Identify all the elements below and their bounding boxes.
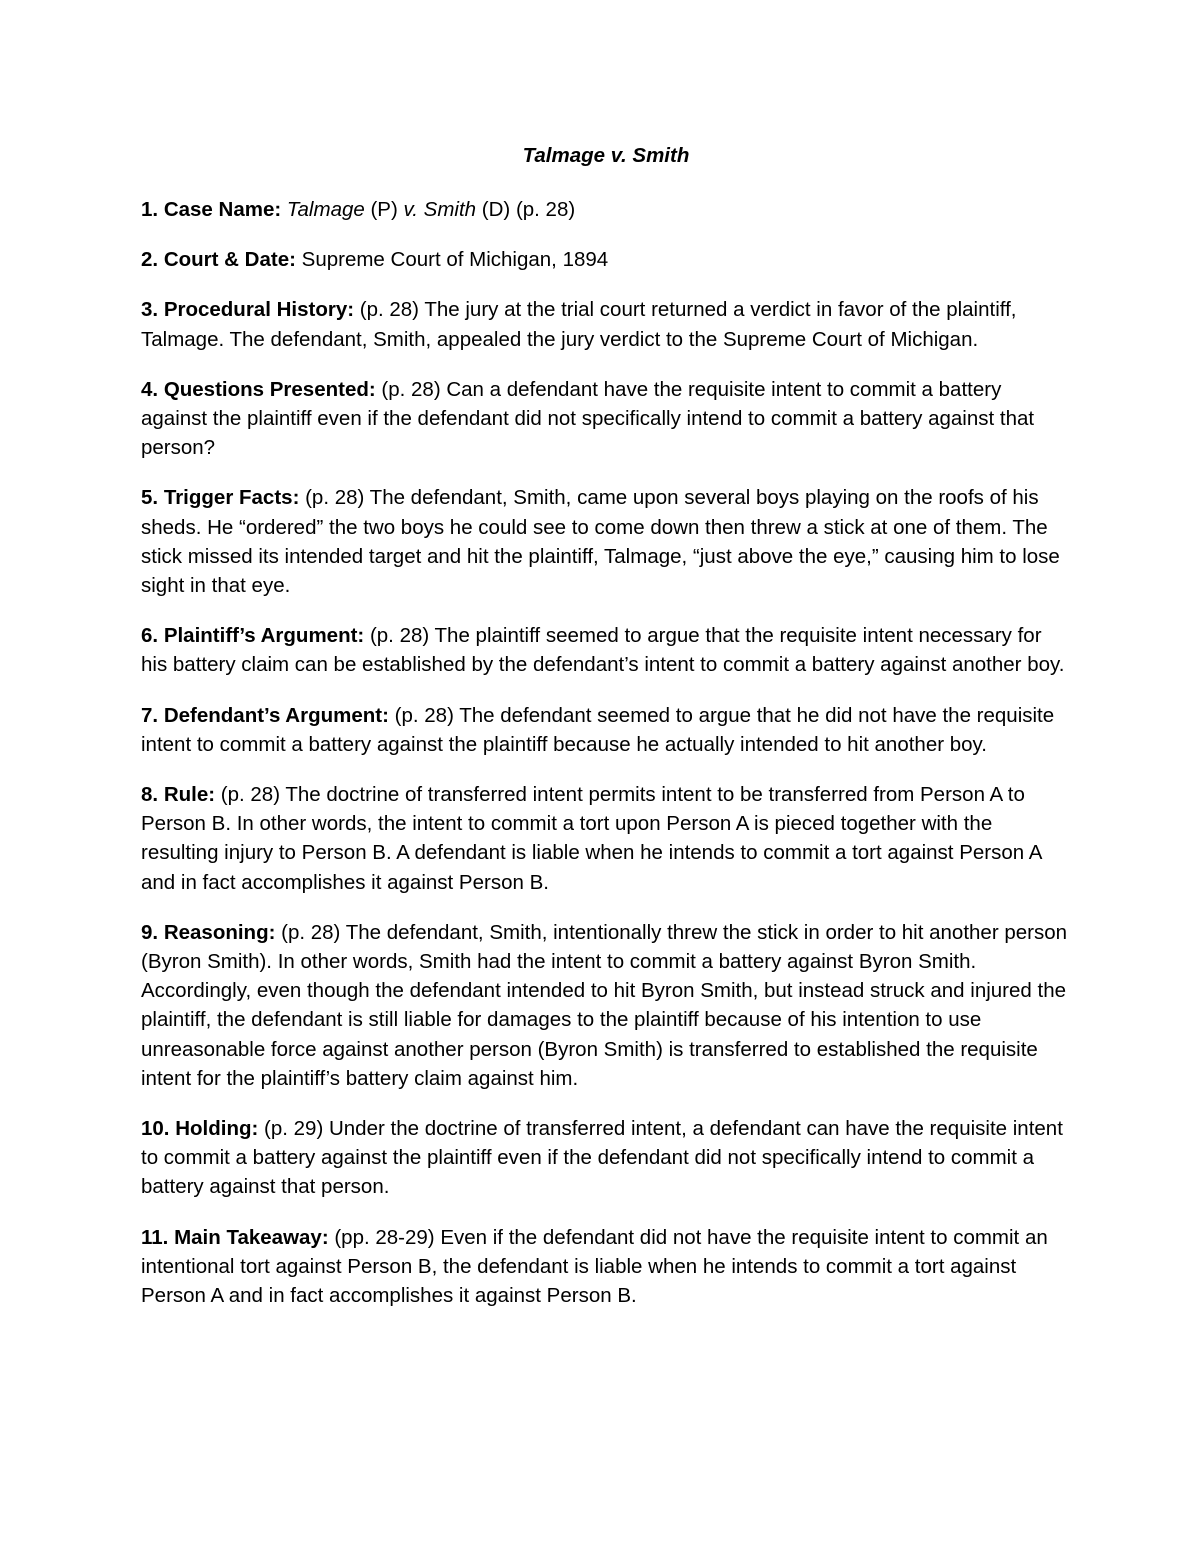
section-case-name: 1. Case Name: Talmage (P) v. Smith (D) (p. 28) bbox=[141, 198, 576, 221]
section-text: (p. 28) The plaintiff seemed to argue that the requisite intent necessary for his battery claim can be established by the defendant’s intent to commit a battery against another boy. bbox=[141, 624, 1065, 677]
page-title: Talmage v. Smith bbox=[522, 144, 690, 167]
section-text: (pp. 28-29) Even if the defendant did not have the requisite intent to commit an intentional tort against Person B, the defendant is liable when he intends to commit a tort against Person A and in fact accomplishes it against Person B. bbox=[141, 1225, 1048, 1308]
section-number: 2. bbox=[141, 248, 159, 272]
versus: v. bbox=[403, 198, 418, 221]
section-rule: 8. Rule: (p. 28) The doctrine of transferred intent permits intent to be transferred from Person A to Person B. In other words, the intent to commit a tort upon Person A is pieced together with the resulting injury to Person B. A defendant is liable when he intends to commit a tort against Person A and in fact accomplishes it against Person B. bbox=[141, 783, 1042, 894]
section-label: Questions Presented bbox=[163, 377, 369, 401]
section-number: 3. bbox=[141, 298, 159, 322]
section-number: 10. bbox=[141, 1117, 170, 1141]
section-text: (p. 28) The jury at the trial court returned a verdict in favor of the plaintiff, Talmage. The defendant, Smith, appealed the jury verdict to the Supreme Court of Michigan. bbox=[141, 298, 1017, 351]
section-plaintiffs-argument: 6. Plaintiff’s Argument: (p. 28) The plaintiff seemed to argue that the requisite intent necessary for his battery claim can be established by the defendant’s intent to commit a battery against another boy. bbox=[141, 624, 1065, 677]
section-text: (p. 28) Can a defendant have the requisite intent to commit a battery against the plaintiff even if the defendant did not specifically intend to commit a battery against that person? bbox=[141, 377, 1035, 460]
section-number: 1. bbox=[141, 198, 159, 221]
section-label: Reasoning bbox=[163, 920, 269, 944]
section-label: Rule bbox=[163, 783, 209, 807]
section-label: Case Name bbox=[163, 198, 275, 221]
section-label: Holding bbox=[175, 1117, 252, 1141]
section-text: (p. 28) The defendant, Smith, came upon several boys playing on the roofs of his sheds. He “ordered” the two boys he could see to come down then threw a stick at one of them. The stick missed its intended target and hit the plaintiff, Talmage, “just above the eye,” causing him to lose sight in that eye. bbox=[141, 486, 1060, 598]
defendant-name: Smith bbox=[423, 198, 477, 221]
section-label: Court & Date bbox=[163, 248, 290, 272]
section-label: Trigger Facts bbox=[163, 486, 293, 510]
plaintiff-name: Talmage bbox=[286, 198, 365, 221]
page-reference: (p. 28) bbox=[515, 198, 576, 221]
section-number: 9. bbox=[141, 920, 159, 944]
section-number: 8. bbox=[141, 783, 159, 807]
section-label: Plaintiff’s Argument bbox=[163, 624, 358, 648]
section-holding: 10. Holding: (p. 29) Under the doctrine of transferred intent, a defendant can have the requisite intent to commit a battery against the plaintiff even if the defendant did not specifically intend to commit a battery against that person. bbox=[141, 1117, 1063, 1199]
section-label: Main Takeaway bbox=[174, 1225, 322, 1249]
plaintiff-role: (P) bbox=[370, 198, 398, 221]
section-number: 11. bbox=[141, 1225, 169, 1249]
section-trigger-facts: 5. Trigger Facts: (p. 28) The defendant, Smith, came upon several boys playing on the roofs of his sheds. He “ordered” the two boys he could see to come down then threw a stick at one of them. The stick missed its intended target and hit the plaintiff, Talmage, “just above the eye,” causing him to lose sight in that eye. bbox=[141, 486, 1060, 598]
section-number: 6. bbox=[141, 624, 159, 648]
section-number: 5. bbox=[141, 486, 159, 510]
section-label: Procedural History bbox=[163, 298, 348, 322]
section-defendants-argument: 7. Defendant’s Argument: (p. 28) The defendant seemed to argue that he did not have the requisite intent to commit a battery against the plaintiff because he actually intended to hit another boy. bbox=[141, 703, 1055, 756]
section-number: 7. bbox=[141, 703, 159, 727]
section-text: (p. 28) The defendant seemed to argue that he did not have the requisite intent to commit a battery against the plaintiff because he actually intended to hit another boy. bbox=[141, 703, 1055, 756]
section-main-takeaway: 11. Main Takeaway: (pp. 28-29) Even if the defendant did not have the requisite intent to commit an intentional tort against Person B, the defendant is liable when he intends to commit a tort against Person A and in fact accomplishes it against Person B. bbox=[141, 1225, 1048, 1308]
section-label: Defendant’s Argument bbox=[163, 703, 383, 727]
section-text: (p. 29) Under the doctrine of transferred intent, a defendant can have the requisite intent to commit a battery against the plaintiff even if the defendant did not specifically intend to commit a battery against that person. bbox=[141, 1117, 1063, 1199]
section-text: (p. 28) The defendant, Smith, intentionally threw the stick in order to hit another person (Byron Smith). In other words, Smith had the intent to commit a battery against Byron Smith. Accordingly, even though the defendant intended to hit Byron Smith, but instead struck and injured the plaintiff, the defendant is still liable for damages to the plaintiff because of his intention to use unreasonable force against another person (Byron Smith) is transferred to established the requisite intent for the plaintiff’s battery claim against him. bbox=[141, 920, 1068, 1090]
section-reasoning: 9. Reasoning: (p. 28) The defendant, Smith, intentionally threw the stick in order to hit another person (Byron Smith). In other words, Smith had the intent to commit a battery against Byron Smith. Accordingly, even though the defendant intended to hit Byron Smith, but instead struck and injured the plaintiff, the defendant is still liable for damages to the plaintiff because of his intention to use unreasonable force against another person (Byron Smith) is transferred to established the requisite intent for the plaintiff’s battery claim against him. bbox=[141, 920, 1068, 1090]
section-questions-presented: 4. Questions Presented: (p. 28) Can a defendant have the requisite intent to commit a battery against the plaintiff even if the defendant did not specifically intend to commit a battery against that person? bbox=[141, 377, 1035, 460]
document-page bbox=[141, 136, 1071, 1331]
section-text: Supreme Court of Michigan, 1894 bbox=[301, 248, 609, 272]
section-number: 4. bbox=[141, 377, 159, 401]
defendant-role: (D) bbox=[481, 198, 511, 221]
section-procedural-history: 3. Procedural History: (p. 28) The jury at the trial court returned a verdict in favor of the plaintiff, Talmage. The defendant, Smith, appealed the jury verdict to the Supreme Court of Michigan. bbox=[141, 298, 1017, 351]
section-court-date: 2. Court & Date: Supreme Court of Michigan, 1894 bbox=[141, 248, 609, 272]
section-text: (p. 28) The doctrine of transferred intent permits intent to be transferred from Person A to Person B. In other words, the intent to commit a tort upon Person A is pieced together with the resulting injury to Person B. A defendant is liable when he intends to commit a tort against Person A and in fact accomplishes it against Person B. bbox=[141, 783, 1042, 894]
